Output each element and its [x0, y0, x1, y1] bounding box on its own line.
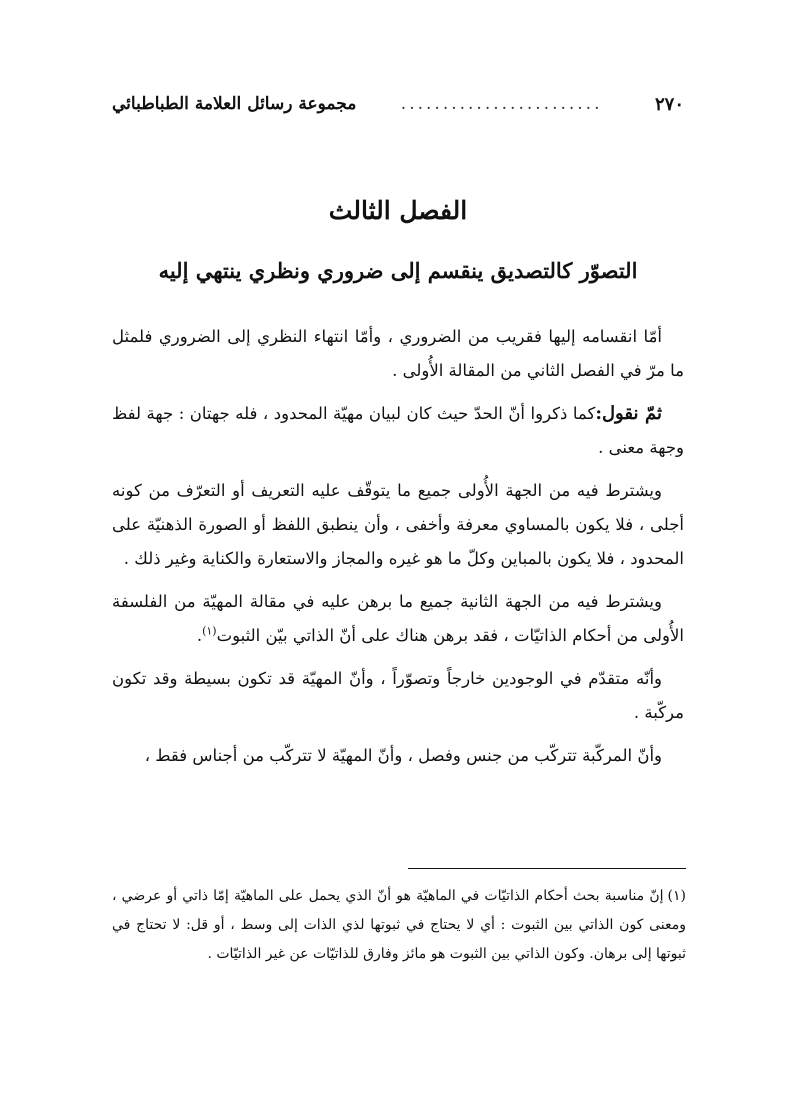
paragraph: ويشترط فيه من الجهة الأُولى جميع ما يتوقّف عليه التعريف أو التعرّف من كونه أجلى ، فلا يكون بالمساوي معرفة وأخفى ، وأن ينطبق اللفظ أو الصورة الذهنيّة على المحدود ، فلا يكون بالمباين وكلّ ما هو غيره والمجاز والاستعارة والكناية وغير ذلك .: [112, 481, 684, 568]
footnotes: [112, 882, 686, 969]
footnote-marker: (١): [667, 888, 686, 904]
paragraph: [112, 585, 684, 653]
paragraph: أمّا انقسامه إليها فقريب من الضروري ، وأمّا انتهاء النظري إلى الضروري فلمثل ما مرّ في الفصل الثاني من المقالة الأُولى .: [112, 327, 684, 380]
footnote-text: إنّ مناسبة بحث أحكام الذاتيّات في الماهيّة هو أنّ الذي يحمل على الماهيّة إمّا ذاتي أو عرضي ، ومعنى كون الذاتي بين الثبوت : أي لا يحتاج في ثبوتها لذي الذات إلى وسط ، أو قل: لا تحتاج في ثبوتها إلى برهان. وكون الذاتي بين الثبوت هو مائز وفارق للذاتيّات عن غير الذاتيّات .: [112, 888, 686, 962]
footnote-reference[interactable]: (١): [202, 624, 217, 638]
paragraph-end: .: [196, 626, 203, 645]
chapter-title: الفصل الثالث: [328, 196, 468, 225]
footnote: [112, 882, 686, 969]
paragraph-lead: ثمّ نقول:: [595, 403, 662, 424]
paragraph-text: ويشترط فيه من الجهة الثانية جميع ما برهن عليه في مقالة المهيّة من الفلسفة الأُولى من أحكام الذاتيّات ، فقد برهن هناك على أنّ الذاتي بيّن الثبوت: [112, 592, 684, 645]
running-header: [112, 90, 684, 118]
page-number: ٢٧٠: [654, 93, 684, 115]
chapter-subtitle: التصوّر كالتصديق ينقسم إلى ضروري ونظري ينتهي إليه: [158, 258, 638, 283]
paragraph: [112, 397, 684, 465]
paragraph-text: كما ذكروا أنّ الحدّ حيث كان لبيان مهيّة المحدود ، فله جهتان : جهة لفظ وجهة معنى .: [112, 404, 684, 457]
body-text: [112, 320, 684, 782]
book-title: مجموعة رسائل العلامة الطباطبائي: [112, 94, 357, 114]
paragraph: وأنّ المركّبة تتركّب من جنس وفصل ، وأنّ المهيّة لا تتركّب من أجناس فقط ،: [144, 746, 662, 765]
paragraph: وأنّه متقدّم في الوجودين خارجاً وتصوّراً ، وأنّ المهيّة قد تكون بسيطة وقد تكون مركّبة .: [112, 669, 684, 722]
header-leader-dots: ........................: [400, 94, 603, 114]
footnote-divider: [408, 868, 686, 869]
